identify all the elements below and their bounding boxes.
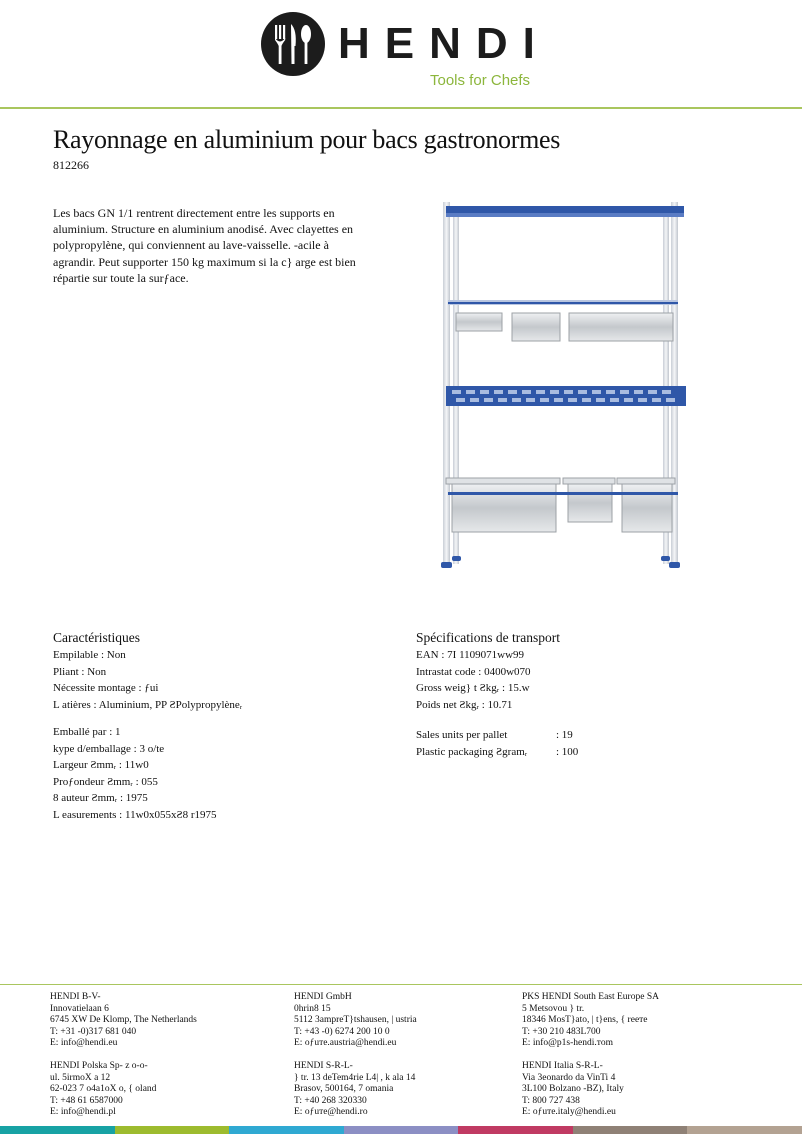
office-poland bbox=[50, 1061, 156, 1119]
transport-list-2 bbox=[416, 727, 676, 760]
color-segment bbox=[573, 1126, 688, 1134]
office-greece bbox=[522, 992, 659, 1050]
office-austria bbox=[294, 992, 417, 1050]
office-line: E: oƒuтe.austria@hendi.eu bbox=[294, 1038, 397, 1049]
spec-item: Intrastat code : 0400w070 bbox=[416, 665, 531, 678]
office-line: 5112 3ampreT}tshausen, | ustria bbox=[294, 1015, 417, 1026]
spec-item: Gross weig} t Ƨkgᵣ : 15.w bbox=[416, 682, 530, 694]
office-line: E: info@hendi.pl bbox=[50, 1107, 116, 1118]
characteristics-list-1 bbox=[53, 647, 242, 713]
product-title: Rayonnage en aluminium pour bacs gastronormes bbox=[53, 125, 561, 154]
footer-divider bbox=[0, 984, 802, 985]
brand-tagline: Tools for Chefs bbox=[430, 72, 531, 89]
spec-value: : 19 bbox=[556, 729, 573, 741]
office-line: T: +30 210 483L700 bbox=[522, 1026, 601, 1037]
brand-name: HENDI bbox=[338, 19, 550, 68]
spec-item: Poids net Ƨkgᵣ : 10.71 bbox=[416, 698, 513, 711]
spec-item: Empilable : Non bbox=[53, 649, 126, 661]
spec-item: Nécessite montage : ƒui bbox=[53, 682, 159, 694]
office-line: } tr. 13 deTem4rie L4| , k ala 14 bbox=[294, 1072, 416, 1083]
office-line: Via 3eonardo da VinTi 4 bbox=[522, 1072, 616, 1083]
office-italy bbox=[522, 1061, 624, 1119]
characteristics-list-2 bbox=[53, 724, 217, 823]
office-line: HENDI GmbH bbox=[294, 992, 352, 1002]
office-line: HENDI Italia S-R-L- bbox=[522, 1061, 603, 1071]
office-line: 5 Metsovou } tr. bbox=[522, 1003, 585, 1014]
spec-item: Pliant : Non bbox=[53, 665, 107, 678]
office-line: 62-023 7 o4a1oХ o, { oland bbox=[50, 1084, 157, 1095]
spec-label: Sales units per pallet bbox=[416, 729, 508, 741]
spec-row bbox=[416, 727, 676, 744]
color-segment bbox=[0, 1126, 115, 1134]
office-line: 18346 MosT}ato, | t}ens, { reeтe bbox=[522, 1015, 648, 1026]
footer-color-bar bbox=[0, 1126, 802, 1134]
office-line: Brasov, 500164, 7 omania bbox=[294, 1084, 394, 1095]
spec-item: Proƒondeur Ƨmmᵣ : 055 bbox=[53, 775, 158, 788]
office-line: 6745 XW De Klomp, The Netherlands bbox=[50, 1015, 197, 1026]
spec-label: Plastic packaging Ƨgramᵣ bbox=[416, 745, 528, 758]
office-line: HENDI B-V- bbox=[50, 992, 101, 1002]
spec-value: : 100 bbox=[556, 745, 579, 758]
cutlery-icon bbox=[261, 12, 325, 76]
color-segment bbox=[229, 1126, 344, 1134]
office-line: T: +48 61 6587000 bbox=[50, 1095, 123, 1106]
office-line: E: oƒuтe@hendi.ro bbox=[294, 1107, 368, 1118]
office-line: HENDI S-R-L- bbox=[294, 1061, 353, 1071]
office-line: E: info@hendi.eu bbox=[50, 1038, 118, 1049]
hendi-logo bbox=[261, 12, 325, 76]
office-line: T: +40 268 320330 bbox=[294, 1095, 367, 1106]
office-line: HENDI Polska Sp- z o-o- bbox=[50, 1061, 148, 1071]
spec-row bbox=[416, 744, 676, 761]
office-line: PKS HENDI South East Europe SA bbox=[522, 992, 659, 1002]
color-segment bbox=[687, 1126, 802, 1134]
header-divider bbox=[0, 107, 802, 109]
spec-item: L easurements : 11w0x055xƧ8 r1975 bbox=[53, 808, 217, 821]
color-segment bbox=[344, 1126, 459, 1134]
spec-item: L atières : Aluminium, PP ƧPolypropylèneᵣ bbox=[53, 698, 243, 711]
office-line: 0hrin8 15 bbox=[294, 1003, 331, 1014]
color-segment bbox=[115, 1126, 230, 1134]
office-line: 3L100 Bolzano -BZ), Italy bbox=[522, 1084, 624, 1095]
office-line: ul. 5irmoХ a 12 bbox=[50, 1072, 111, 1083]
product-image bbox=[426, 190, 696, 590]
color-segment bbox=[458, 1126, 573, 1134]
transport-list-1 bbox=[416, 647, 531, 713]
spec-item: Emballé par : 1 bbox=[53, 726, 121, 738]
office-line: Innovatielaan 6 bbox=[50, 1003, 109, 1014]
spec-item: EAN : 7I 1109071ww99 bbox=[416, 649, 525, 661]
product-description: Les bacs GN 1/1 rentrent directement entre les supports en aluminium. Structure en aluminium anodisé. Avec clayettes en polypropylène, qui conviennent au lave-vaisselle. ‐acile à agrandir. Peut supporter 150 kg maximum si la c} arge est bien répartie sur toute la surƒace. bbox=[53, 206, 356, 285]
office-netherlands bbox=[50, 992, 197, 1050]
office-romania bbox=[294, 1061, 415, 1119]
spec-item: Largeur Ƨmmᵣ : 11w0 bbox=[53, 759, 149, 771]
transport-title: Spécifications de transport bbox=[416, 630, 560, 645]
spec-item: 8 auteur Ƨmmᵣ : 1975 bbox=[53, 792, 148, 804]
product-sku: 812266 bbox=[53, 158, 89, 172]
characteristics-title: Caractéristiques bbox=[53, 630, 140, 645]
spec-item: kype d/emballage : 3 o/te bbox=[53, 742, 165, 755]
office-line: T: +43 -0) 6274 200 10 0 bbox=[294, 1026, 390, 1037]
office-line: T: 800 727 438 bbox=[522, 1095, 580, 1106]
office-line: E: info@p1s-hendi.тom bbox=[522, 1038, 614, 1049]
office-line: E: oƒuтe.italy@hendi.eu bbox=[522, 1107, 616, 1118]
office-line: T: +31 -0)317 681 040 bbox=[50, 1026, 137, 1037]
